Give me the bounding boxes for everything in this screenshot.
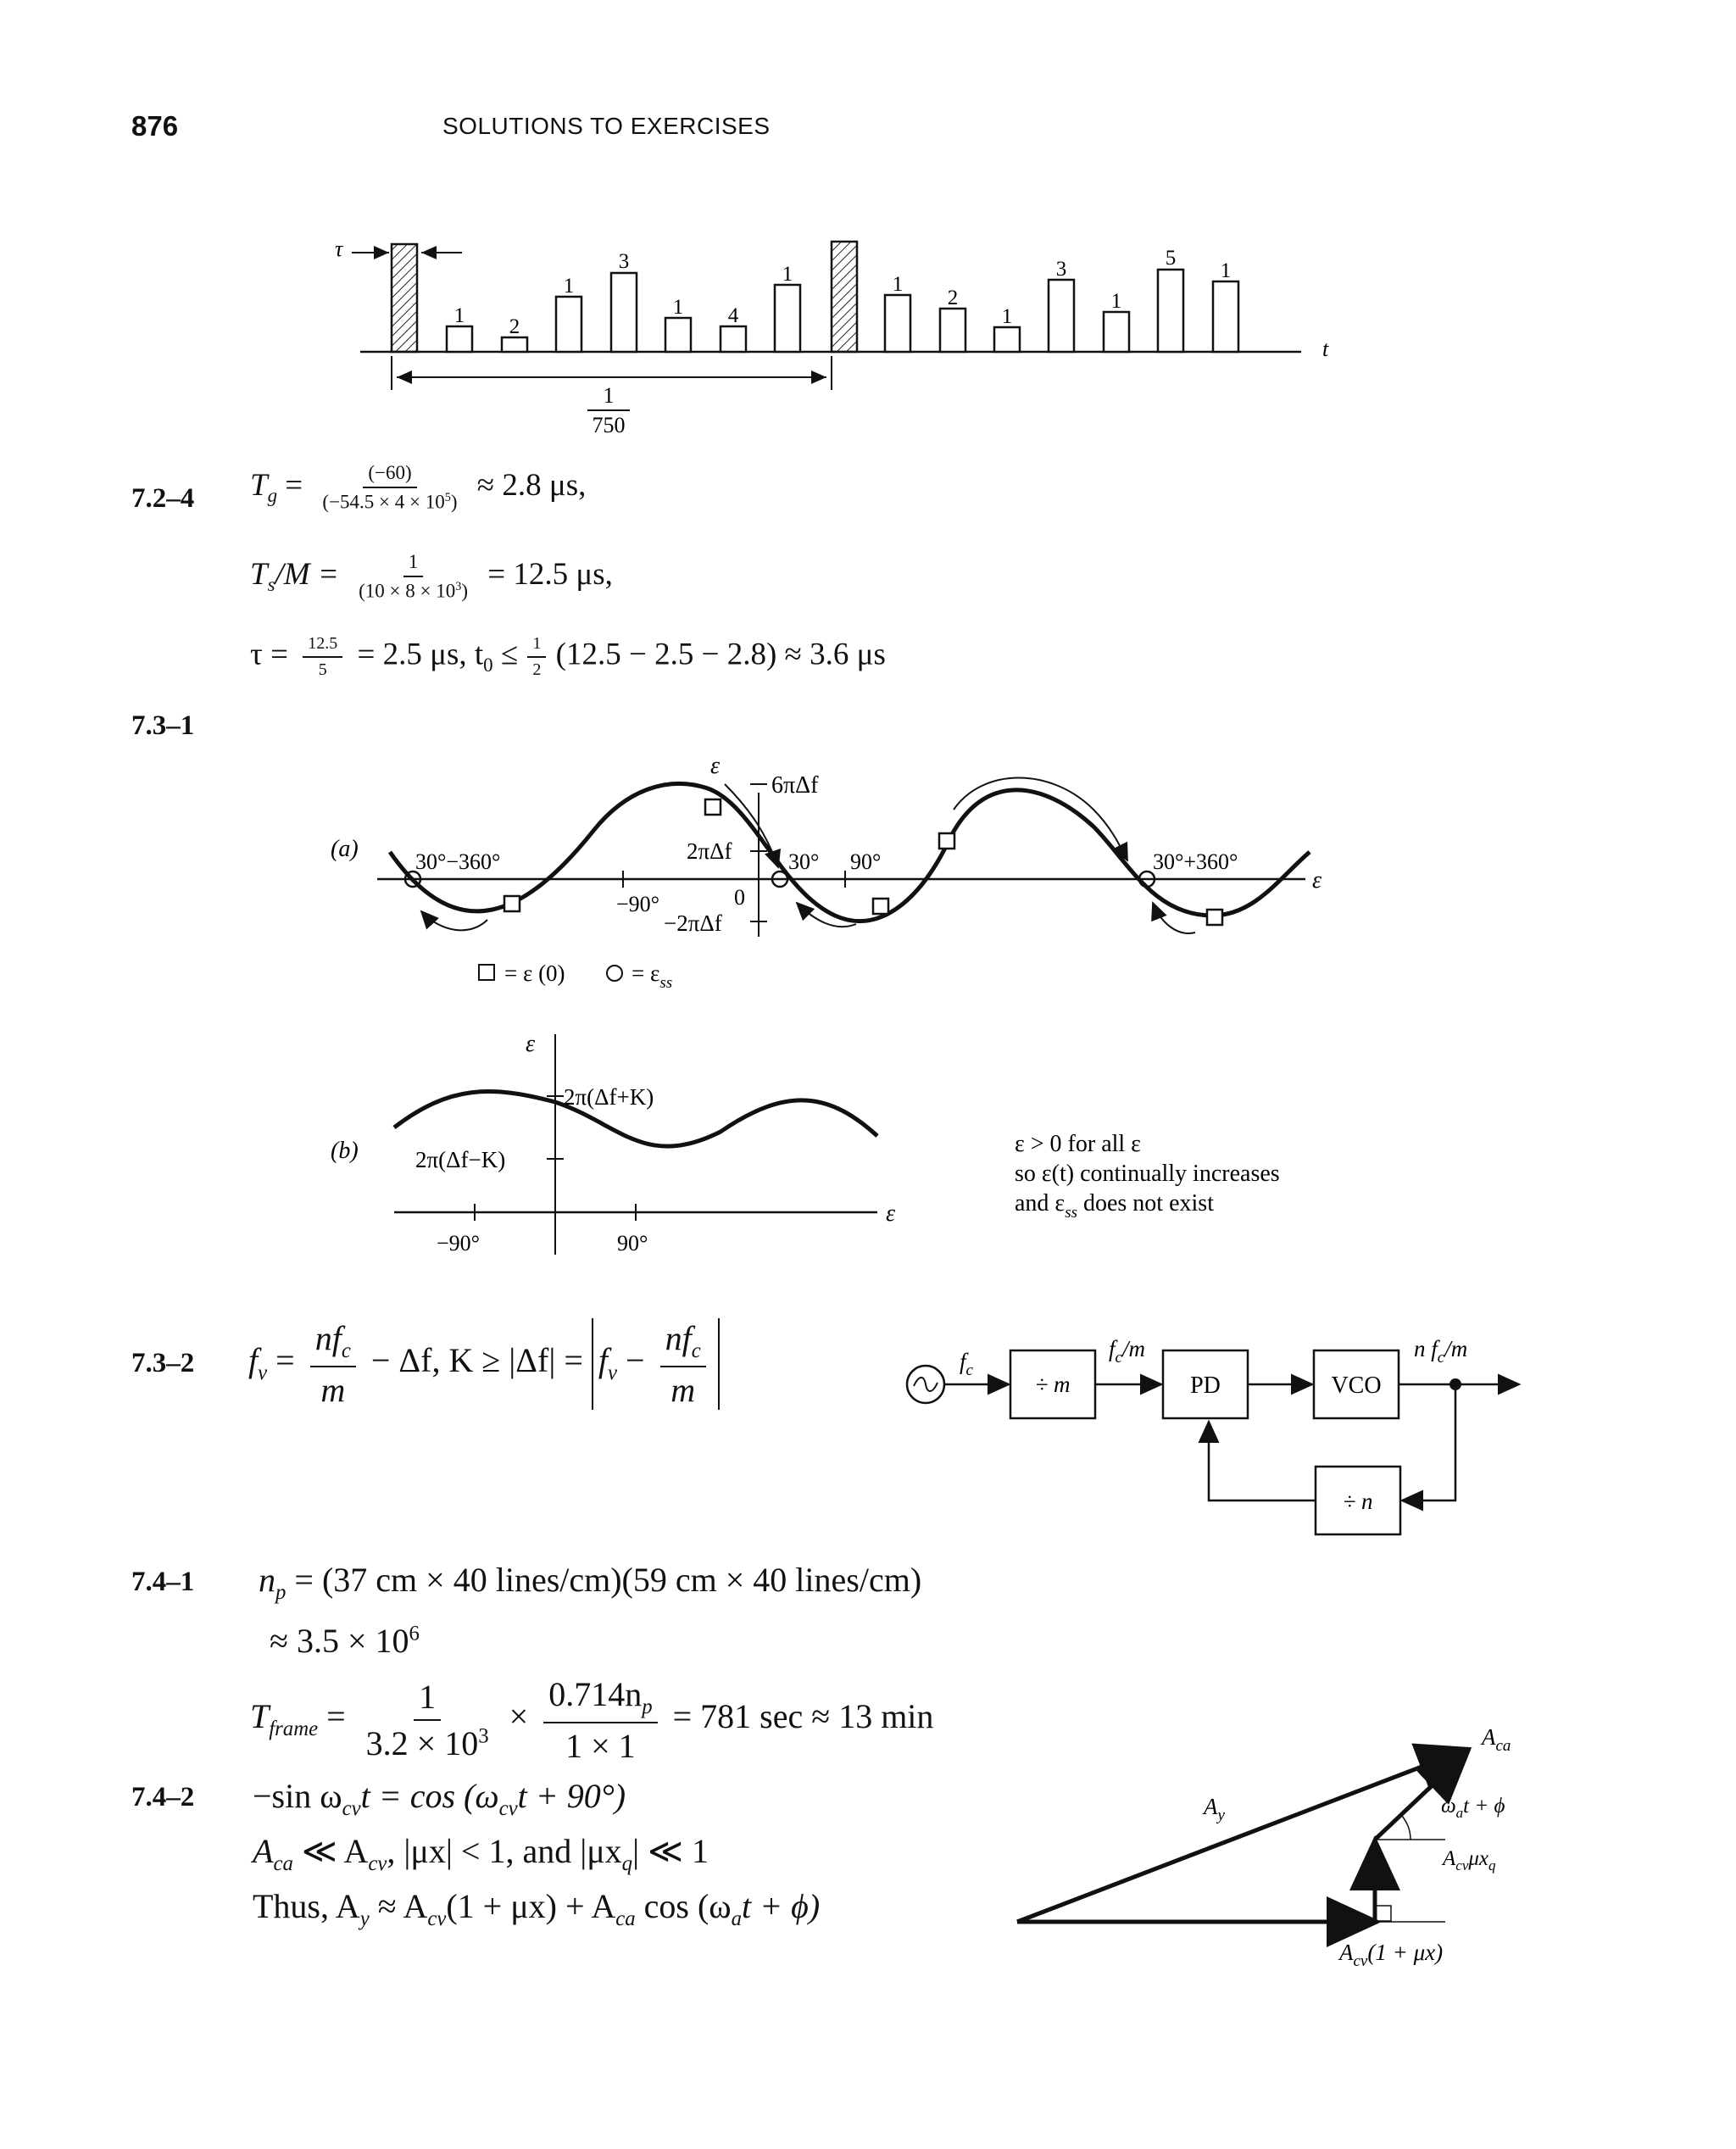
- axis-epsilon-b: ε: [886, 1200, 896, 1227]
- tick-90-b: 90°: [617, 1231, 648, 1255]
- note-line-2: so ε(t) continually increases: [1015, 1161, 1280, 1187]
- exercise-label: 7.3–2: [131, 1348, 195, 1378]
- bar-label: 1: [782, 263, 793, 286]
- neg-two-pi-delta-f: −2πΔf: [664, 910, 722, 936]
- tau-label: τ: [335, 237, 343, 261]
- pulse-bar: [994, 327, 1020, 352]
- bar-label: 3: [618, 250, 630, 273]
- bar-label: 1: [672, 296, 684, 319]
- pulse-bar: [1104, 312, 1129, 352]
- pulse-bar: [1158, 270, 1183, 352]
- eq-7-4-2-line1: −sin $\omega_{cv}t = \cos (\omega_{cv}t + 90^\circ)$: [253, 1777, 626, 1820]
- period-denominator: 750: [592, 413, 626, 437]
- sync-pulse: [832, 242, 857, 352]
- pulse-train-figure: [0, 229, 1736, 449]
- period-numerator: 1: [603, 383, 615, 408]
- two-pi-delta-f: 2πΔf: [687, 838, 732, 864]
- bar-label: 2: [509, 315, 520, 338]
- epsilon-label: ε: [710, 753, 721, 779]
- exercise-label: 7.2–4: [131, 483, 195, 514]
- eq-7-2-4-line1: $T_g$ = $\frac{(-60)}{(-54.5 \times 4 \times 10^5)}$ ≈ 2.8 μs,: [250, 462, 587, 513]
- exercise-label: 7.4–1: [131, 1567, 195, 1597]
- eq-7-4-1-line2: ≈ $3.5 \times 10^6$: [270, 1622, 420, 1660]
- initial-square: [705, 799, 721, 815]
- panel-b-label: (b): [331, 1138, 359, 1164]
- initial-square: [1207, 910, 1222, 925]
- bar-label: 1: [1220, 259, 1232, 282]
- fc-label: $f_c$: [960, 1349, 973, 1379]
- tick-30-minus-360: 30°−360°: [415, 849, 501, 874]
- eq-7-2-4-line3: τ = $\frac{12.5}{5}$ = 2.5 μs, $t_0$ ≤ $\frac{1}{2}$ (12.5 − 2.5 − 2.8) ≈ 3.6 μs: [250, 634, 886, 679]
- initial-square: [504, 896, 520, 911]
- six-pi-delta-f: 6πΔf: [771, 772, 819, 799]
- fc-over-m-label: $f_c/m$: [1109, 1336, 1145, 1367]
- page-number: 876: [131, 110, 179, 142]
- pll-block-diagram: [899, 1322, 1543, 1543]
- initial-square: [873, 899, 888, 914]
- tick-90: 90°: [850, 849, 882, 874]
- tick-30: 30°: [788, 849, 820, 874]
- bar-label: 1: [453, 304, 465, 327]
- bar-label: 2: [947, 287, 959, 309]
- epsilon-label-b: ε: [526, 1031, 536, 1057]
- acv-label: $A_{cv}(1 + \mu x)$: [1339, 1940, 1444, 1970]
- phasor-diagram: [1000, 1712, 1543, 1992]
- acv-mu-xq-label: $A_{cv}\mu x_q$: [1443, 1847, 1496, 1873]
- pulse-bar: [447, 326, 472, 352]
- legend-square-icon: [479, 965, 494, 980]
- eq-7-4-1-line3: $T_{frame}$ = $\frac{1}{3.2 \times 10^3}$ × $\frac{0.714n_p}{1 \times 1}$ = 781 sec ≈ 13 min: [250, 1675, 934, 1765]
- vco-label: VCO: [1331, 1372, 1382, 1399]
- divide-by-m-label: ÷ m: [1035, 1372, 1071, 1397]
- divide-by-n-label: ÷ n: [1343, 1489, 1373, 1514]
- lower-level-label: 2π(Δf−K): [415, 1147, 506, 1172]
- pulse-bar: [721, 326, 746, 352]
- pulse-bar: [611, 273, 637, 352]
- angle-label: $\omega_at + \phi$: [1441, 1795, 1505, 1821]
- origin-zero: 0: [734, 885, 745, 910]
- initial-square: [939, 833, 954, 849]
- t-axis-label: t: [1322, 337, 1329, 361]
- bar-label: 1: [892, 273, 904, 296]
- pulse-bar: [502, 337, 527, 352]
- bar-label: 1: [1001, 305, 1013, 328]
- ay-vector: [1017, 1749, 1468, 1922]
- bar-label: 1: [1110, 290, 1122, 313]
- aca-label: $A_{ca}$: [1482, 1724, 1511, 1755]
- tick-minus-90-b: −90°: [437, 1231, 481, 1255]
- pulse-bar: [665, 318, 691, 352]
- eq-7-4-1-line1: $n_p = (37$ cm × 40 lines/cm)(59 cm × 40 lines/cm): [259, 1561, 922, 1604]
- pulse-bar: [940, 309, 965, 352]
- eq-7-4-2-line3: Thus, $A_y \approx A_{cv}(1 + \mu x) + A_{ca}$ $\cos (\omega_at + \phi)$: [253, 1887, 821, 1930]
- bar-label: 5: [1165, 247, 1177, 270]
- exercise-label: 7.3–1: [131, 710, 195, 741]
- exercise-label: 7.4–2: [131, 1782, 195, 1812]
- tick-30-plus-360: 30°+360°: [1153, 849, 1238, 874]
- pulse-bar: [885, 295, 910, 352]
- legend-square-text: = ε (0): [504, 960, 565, 986]
- pulse-bar: [556, 297, 581, 352]
- ay-label: $A_y$: [1204, 1794, 1225, 1824]
- phase-plane-figure: [0, 746, 1736, 1289]
- bar-label: 4: [727, 304, 739, 327]
- output-label: n $f_c/m$: [1414, 1336, 1468, 1367]
- axis-epsilon-label: ε: [1312, 867, 1322, 894]
- legend-circle-text: = $\varepsilon_{ss}$: [632, 960, 673, 992]
- note-line-1: ε > 0 for all ε: [1015, 1131, 1141, 1157]
- sync-pulse: [392, 244, 417, 352]
- eq-7-3-2: $f_v$ = $\frac{nf_c}{m}$ − Δf, $K \ge |\Delta f| = f_v$ − $\frac{nf_c}{m}$: [248, 1318, 720, 1410]
- pulse-bar: [775, 285, 800, 352]
- eq-7-4-2-line2: $A_{ca}$ ≪ $A_{cv}$, |μx| < 1, and $|\mu x_q|$ ≪ 1: [253, 1832, 709, 1875]
- phase-detector-label: PD: [1190, 1372, 1221, 1399]
- pulse-bar: [1049, 280, 1074, 352]
- running-head: SOLUTIONS TO EXERCISES: [442, 113, 771, 139]
- upper-level-label: 2π(Δf+K): [564, 1084, 654, 1110]
- note-line-3: and $\varepsilon_{ss}$ does not exist: [1015, 1190, 1214, 1222]
- bar-label: 3: [1055, 258, 1067, 281]
- pulse-bar: [1213, 281, 1238, 352]
- bar-label: 1: [563, 275, 575, 298]
- legend-circle-icon: [607, 966, 622, 981]
- panel-a-label: (a): [331, 836, 359, 862]
- tick-minus-90: −90°: [616, 892, 660, 916]
- eq-7-2-4-line2: $T_s/M$ = $\frac{1}{(10 \times 8 \times 10^3)}$ = 12.5 μs,: [250, 551, 613, 602]
